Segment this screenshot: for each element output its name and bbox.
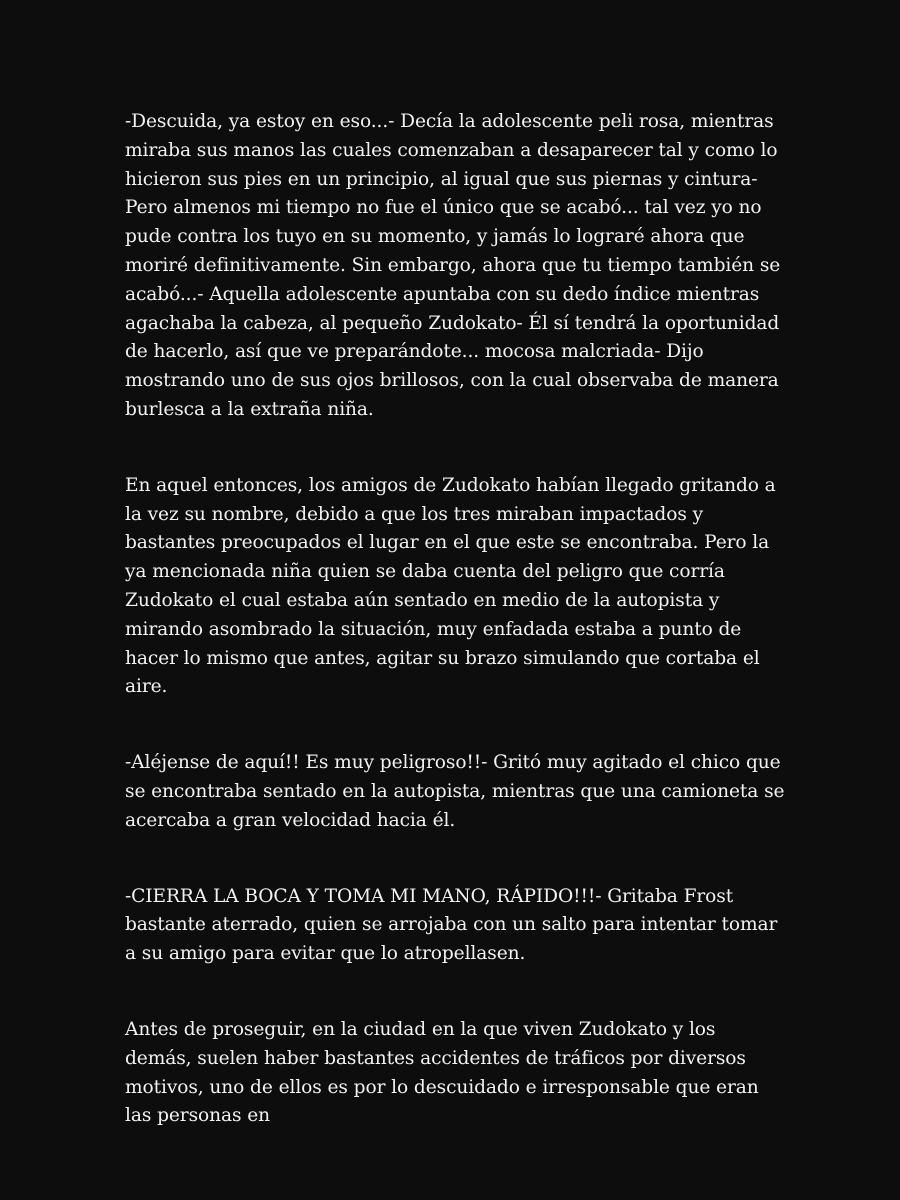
document-body (125, 108, 785, 1131)
paragraph-3: -Aléjense de aquí!! Es muy peligroso!!- Gritó muy agitado el chico que se encontraba sentado en la autopista, mientras que una camioneta se acercaba a gran velocidad hacia él. (125, 752, 785, 831)
paragraph-5: Antes de proseguir, en la ciudad en la que viven Zudokato y los demás, suelen haber bastantes accidentes de tráficos por diversos motivos, uno de ellos es por lo descuidado e irresponsable que eran las personas en (125, 1018, 759, 1127)
paragraph-2: En aquel entonces, los amigos de Zudokato habían llegado gritando a la vez su nombre, debido a que los tres miraban impactados y bastantes preocupados el lugar en el que este se encontraba. Pero la ya mencionada niña quien se daba cuenta del peligro que corría Zudokato el cual estaba aún sentado en medio de la autopista y mirando asombrado la situación, muy enfadada estaba a punto de hacer lo mismo que antes, agitar su brazo simulando que cortaba el aire. (125, 474, 776, 698)
paragraph-1: -Descuida, ya estoy en eso...- Decía la adolescente peli rosa, mientras miraba sus manos las cuales comenzaban a desaparecer tal y como lo hicieron sus pies en un principio, al igual que sus piernas y cintura- Pero almenos mi tiempo no fue el único que se acabó... tal vez yo no pude contra los tuyo en su momento, y jamás lo lograré ahora que moriré definitivamente. Sin embargo, ahora que tu tiempo también se acabó...- Aquella adolescente apuntaba con su dedo índice mientras agachaba la cabeza, al pequeño Zudokato- Él sí tendrá la oportunidad de hacerlo, así que ve preparándote... mocosa malcriada- Dijo mostrando uno de sus ojos brillosos, con la cual observaba de manera burlesca a la extraña niña. (125, 111, 781, 420)
paragraph-4: -CIERRA LA BOCA Y TOMA MI MANO, RÁPIDO!!!- Gritaba Frost bastante aterrado, quien se arrojaba con un salto para intentar tomar a su amigo para evitar que lo atropellasen. (125, 885, 778, 965)
